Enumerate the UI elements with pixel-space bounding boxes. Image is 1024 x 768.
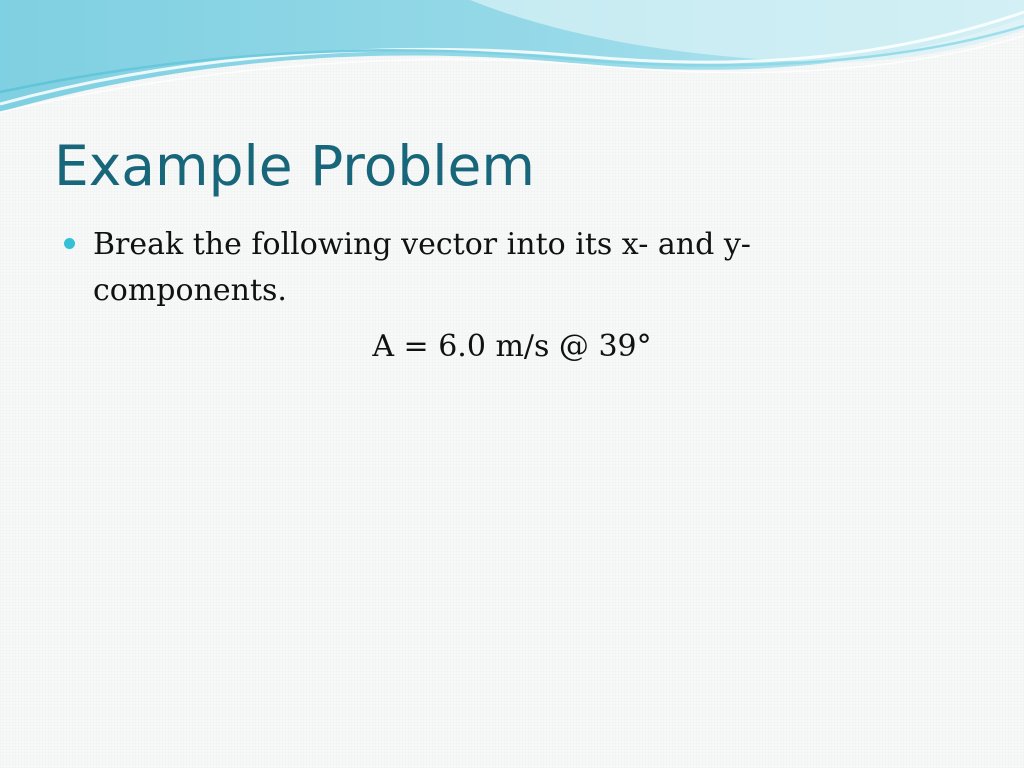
bullet-text: Break the following vector into its x- and y-components.	[93, 227, 751, 308]
bullet-dot-icon	[64, 238, 75, 249]
header-wave-decoration	[0, 0, 1024, 120]
bullet-item	[64, 222, 964, 314]
slide-title: Example Problem	[54, 134, 535, 198]
slide-body	[64, 222, 964, 364]
vector-equation: A = 6.0 m/s @ 39°	[372, 329, 652, 364]
